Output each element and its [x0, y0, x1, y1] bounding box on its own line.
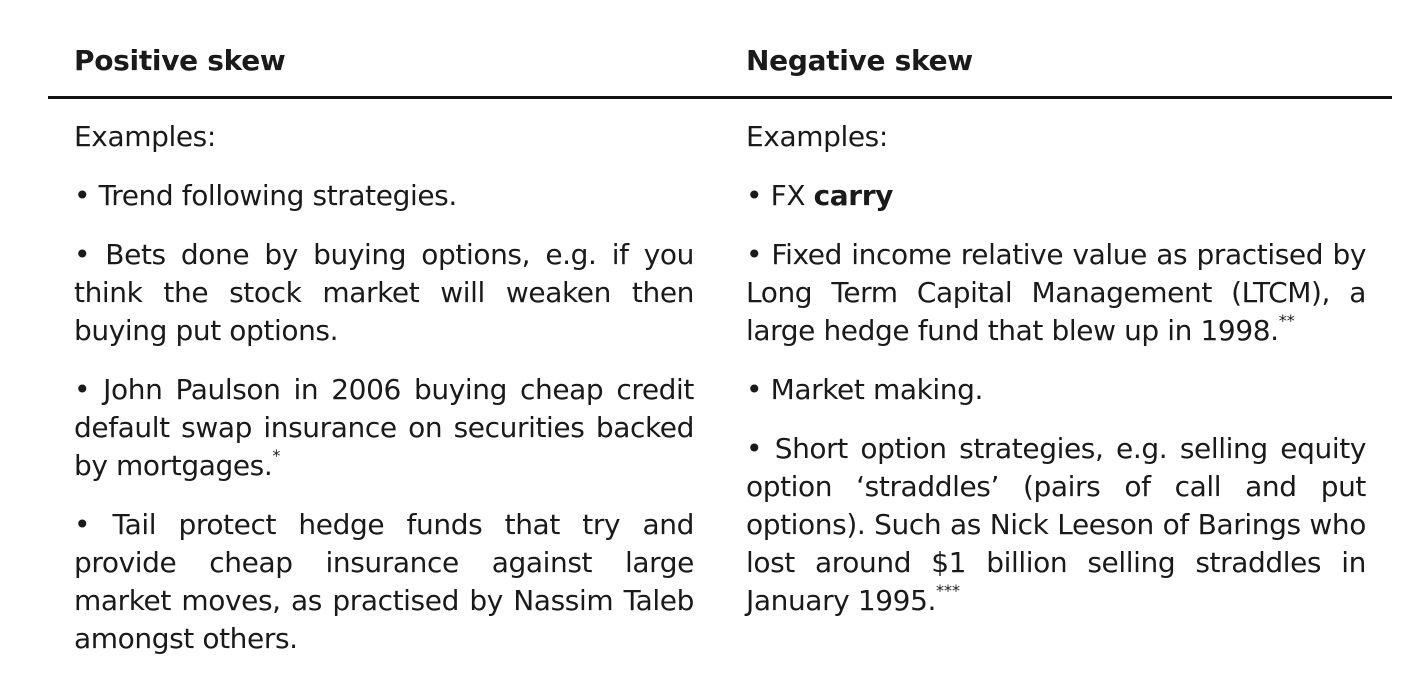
footnote-marker: * [272, 446, 281, 465]
negative-skew-column [746, 118, 1366, 641]
footnote-marker: ** [1278, 311, 1295, 330]
list-item: • Short option strategies, e.g. selling equity option ‘straddles’ (pairs of call and put options). Such as Nick Leeson of Barings who lost around $1 billion selling straddles in January 1995.*** [746, 432, 1366, 617]
skew-comparison-table [48, 0, 1392, 694]
list-item: • Trend following strategies. [74, 179, 457, 212]
list-item: • Tail protect hedge funds that try and provide cheap insurance against large market moves, as practised by Nassim Taleb amongst others. [74, 508, 694, 655]
table-header-row [48, 0, 1392, 99]
positive-skew-heading: Positive skew [74, 44, 286, 77]
list-item: • Fixed income relative value as practised by Long Term Capital Management (LTCM), a large hedge fund that blew up in 1998.** [746, 238, 1366, 347]
list-item: • FX carry [746, 179, 893, 212]
list-item: • Market making. [746, 373, 984, 406]
list-item: • John Paulson in 2006 buying cheap credit default swap insurance on securities backed by mortgages.* [74, 373, 694, 482]
positive-skew-column [74, 118, 694, 679]
examples-label: Examples: [74, 120, 216, 153]
negative-skew-heading: Negative skew [746, 44, 973, 77]
examples-label: Examples: [746, 120, 888, 153]
footnote-marker: *** [936, 581, 961, 600]
bold-term: carry [813, 179, 893, 212]
list-item: • Bets done by buying options, e.g. if you think the stock market will weaken then buying put options. [74, 238, 694, 347]
